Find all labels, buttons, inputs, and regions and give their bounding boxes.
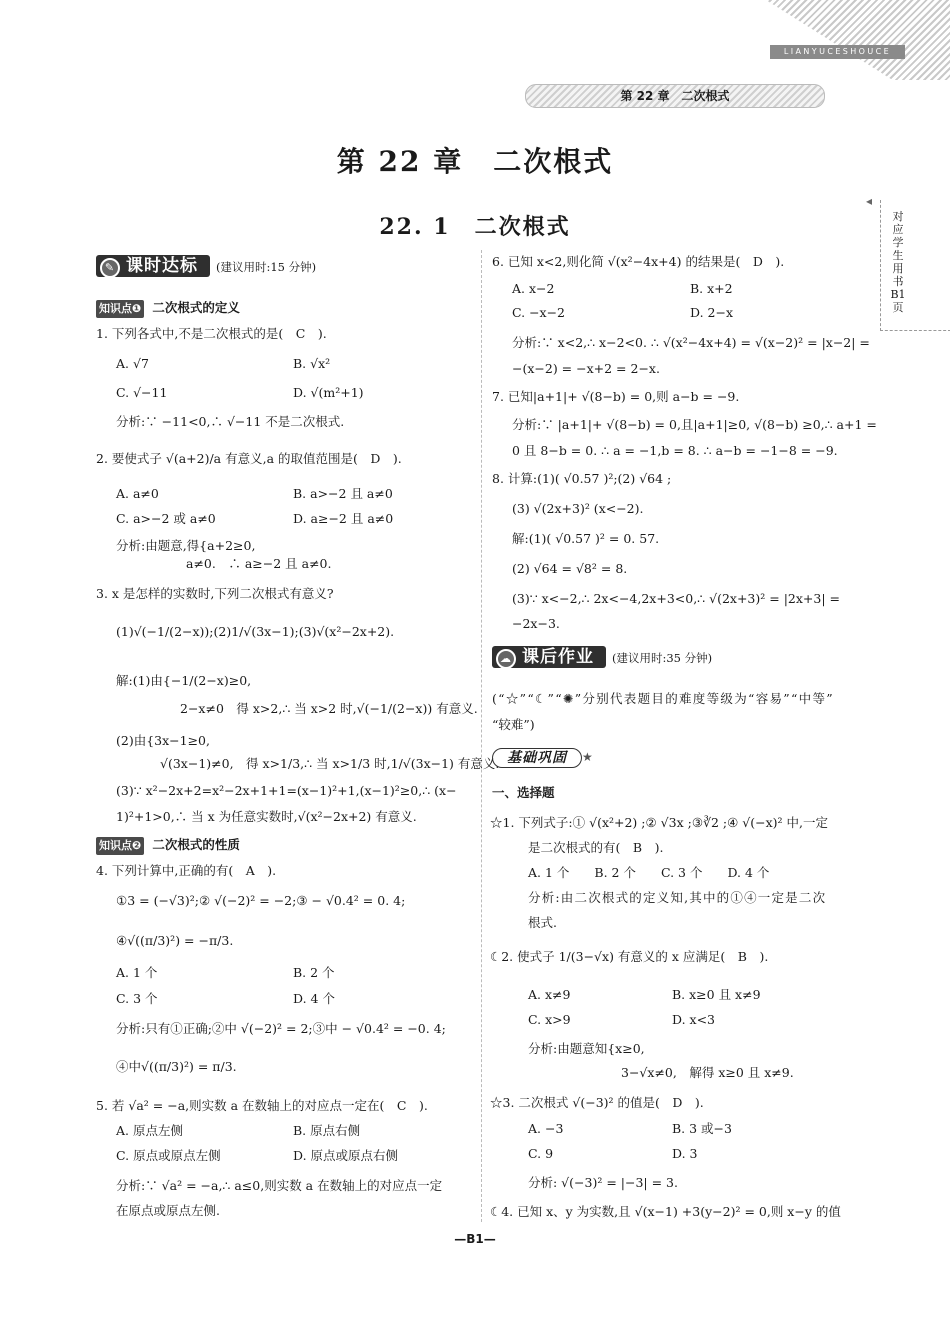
option-d: D. 2−x — [690, 305, 733, 320]
kp-title: 二次根式的性质 — [152, 837, 240, 852]
analysis-text: 分析:∵ x<2,∴ x−2<0. ∴ √(x²−4x+4) = √(x−2)² = |x−2| = — [512, 335, 870, 350]
question-text: ①3 = (−√3)²;② √(−2)² = −2;③ − √0.4² = 0. 4; — [116, 893, 406, 908]
analysis-text: 分析:由题意,得{a+2≥0, — [116, 538, 256, 553]
solution-text: (3)∵ x²−2x+2=x²−2x+1+1=(x−1)²+1,(x−1)²≥0,∴ (x− — [116, 783, 457, 798]
analysis-text: 根式. — [528, 915, 557, 930]
option-b: B. 原点右侧 — [293, 1123, 361, 1138]
subsection-label: 基础巩固 — [492, 748, 582, 768]
brand-label: LIANYUCESHOUCE — [770, 45, 905, 59]
option-b: B. 2 个 — [293, 965, 335, 980]
option-b: B. 3 或−3 — [672, 1121, 732, 1136]
analysis-text: 分析:∵ √a² = −a,∴ a≤0,则实数 a 在数轴上的对应点一定 — [116, 1178, 443, 1193]
option-c: C. x>9 — [528, 1012, 571, 1027]
chapter-pill: 第 22 章 二次根式 — [525, 84, 825, 108]
analysis-text: 3−√x≠0, 解得 x≥0 且 x≠9. — [621, 1065, 794, 1080]
question-row — [490, 1094, 704, 1112]
time-hint: (建议用时:15 分钟) — [216, 260, 317, 274]
cloud-icon: ☁ — [496, 649, 516, 669]
analysis-text: 在原点或原点左侧. — [116, 1203, 220, 1218]
question-text: 1. 下列各式中,不是二次根式的是( C ). — [96, 326, 327, 341]
time-hint: (建议用时:35 分钟) — [612, 651, 713, 665]
analysis-text: 分析:∵ |a+1|+ √(8−b) = 0,且|a+1|≥0, √(8−b) ≥0,∴ a+1 = — [512, 417, 877, 432]
question-row — [490, 1203, 841, 1221]
option-a: A. a≠0 — [116, 486, 159, 501]
question-text: 1. 下列式子:① √(x²+2) ;② √3x ;③∛2 ;④ √(−x)² 中,一定 — [502, 815, 829, 830]
side-note: 对应学生用书B1页 — [890, 210, 906, 314]
analysis-text: 分析:只有①正确;②中 √(−2)² = 2;③中 − √0.4² = −0. 4; — [116, 1021, 446, 1036]
star-icon: ☆ — [490, 815, 503, 830]
banner-label: 课时达标 — [126, 256, 198, 276]
wrench-icon: ✎ — [100, 258, 120, 278]
option-a: A. √7 — [116, 356, 149, 371]
solution-text: 解:(1)由{−1/(2−x)≥0, — [116, 673, 252, 688]
analysis-text: 分析:∵ −11<0,∴ √−11 不是二次根式. — [116, 414, 345, 429]
kp-title: 二次根式的定义 — [152, 300, 240, 315]
question-row — [490, 814, 828, 832]
section-title: 22. 1 二次根式 — [379, 214, 571, 240]
option-a: A. 原点左侧 — [116, 1123, 183, 1138]
analysis-text: 分析:由二次根式的定义知,其中的①④一定是二次 — [528, 890, 827, 905]
solution-text: (2) √64 = √8² = 8. — [512, 561, 628, 576]
option-a: A. x≠9 — [528, 987, 571, 1002]
question-text: 8. 计算:(1)( √0.57 )²;(2) √64 ; — [492, 471, 672, 486]
option-d: D. 原点或原点右侧 — [293, 1148, 399, 1163]
moon-icon: ☾ — [490, 1204, 502, 1219]
analysis-text: ④中√((π/3)²) = π/3. — [116, 1059, 237, 1074]
solution-text: −2x−3. — [512, 616, 560, 631]
option-c: C. −x−2 — [512, 305, 566, 320]
option-d: D. 3 — [672, 1146, 698, 1161]
solution-text: (2)由{3x−1≥0, — [116, 733, 210, 748]
question-text: ④√((π/3)²) = −π/3. — [116, 933, 234, 948]
question-text: 5. 若 √a² = −a,则实数 a 在数轴上的对应点一定在( C ). — [96, 1098, 428, 1113]
question-text: 6. 已知 x<2,则化简 √(x²−4x+4) 的结果是( D ). — [492, 254, 785, 269]
option-b: B. x+2 — [690, 281, 733, 296]
question-text: 是二次根式的有( B ). — [528, 840, 664, 855]
option-d: D. x<3 — [672, 1012, 715, 1027]
section-banner-row — [492, 646, 712, 668]
kp-label: 知识点❷ — [96, 837, 144, 855]
option-b: B. √x² — [293, 356, 331, 371]
option-a: A. −3 — [528, 1121, 564, 1136]
option-c: C. 原点或原点左侧 — [116, 1148, 221, 1163]
question-text: 2. 使式子 1/(3−√x) 有意义的 x 应满足( B ). — [501, 949, 769, 964]
question-text: 2. 要使式子 √(a+2)/a 有意义,a 的取值范围是( D ). — [96, 451, 402, 466]
option-c: C. 3 个 — [116, 991, 158, 1006]
solution-text: (3)∵ x<−2,∴ 2x<−4,2x+3<0,∴ √(2x+3)² = |2x+3| = — [512, 591, 840, 606]
option-d: D. √(m²+1) — [293, 385, 364, 400]
chapter-title: 第 22 章 二次根式 — [336, 145, 614, 178]
kp-label: 知识点❶ — [96, 300, 144, 318]
question-text: 4. 已知 x、y 为实数,且 √(x−1) +3(y−2)² = 0,则 x−y 的值 — [501, 1204, 841, 1219]
part-heading: 一、选择题 — [492, 785, 555, 800]
solution-text: √(3x−1)≠0, 得 x>1/3,∴ 当 x>1/3 时,1/√(3x−1) 有意义. — [160, 756, 500, 771]
option-c: C. 9 — [528, 1146, 554, 1161]
section-banner — [492, 646, 606, 668]
option-b: B. a>−2 且 a≠0 — [293, 486, 393, 501]
option-d: D. 4 个 — [293, 991, 335, 1006]
moon-icon: ☾ — [490, 949, 502, 964]
options-row: A. 1 个 B. 2 个 C. 3 个 D. 4 个 — [528, 865, 770, 880]
option-c: C. a>−2 或 a≠0 — [116, 511, 216, 526]
question-text: 3. 二次根式 √(−3)² 的值是( D ). — [502, 1095, 704, 1110]
question-text: (3) √(2x+3)² (x<−2). — [512, 501, 644, 516]
arrow-left-icon: ◂ — [866, 194, 873, 208]
solution-text: 1)²+1>0,∴ 当 x 为任意实数时,√(x²−2x+2) 有意义. — [116, 809, 417, 824]
solution-text: 解:(1)( √0.57 )² = 0. 57. — [512, 531, 660, 546]
question-text: 7. 已知|a+1|+ √(8−b) = 0,则 a−b = −9. — [492, 389, 740, 404]
analysis-text: −(x−2) = −x+2 = 2−x. — [512, 361, 660, 376]
question-text: 4. 下列计算中,正确的有( A ). — [96, 863, 277, 878]
difficulty-legend: “较难”) — [492, 717, 535, 732]
analysis-text: 分析:由题意知{x≥0, — [528, 1041, 645, 1056]
option-b: B. x≥0 且 x≠9 — [672, 987, 761, 1002]
banner-label: 课后作业 — [522, 647, 594, 667]
page-number: —B1— — [454, 1232, 496, 1246]
star-icon: ★ — [582, 750, 593, 764]
subquestions: (1)√(−1/(2−x));(2)1/√(3x−1);(3)√(x²−2x+2). — [116, 624, 395, 639]
subsection-badge — [492, 748, 593, 768]
difficulty-legend: (“☆”“☾”“✺”分别代表题目的难度等级为“容易”“中等” — [492, 691, 834, 706]
star-icon: ☆ — [490, 1095, 503, 1110]
analysis-text: 0 且 8−b = 0. ∴ a = −1,b = 8. ∴ a−b = −1−8 = −9. — [512, 443, 838, 458]
option-a: A. x−2 — [512, 281, 555, 296]
option-a: A. 1 个 — [116, 965, 158, 980]
question-text: 3. x 是怎样的实数时,下列二次根式有意义? — [96, 586, 334, 601]
solution-text: 2−x≠0 得 x>2,∴ 当 x>2 时,√(−1/(2−x)) 有意义. — [180, 701, 478, 716]
option-d: D. a≥−2 且 a≠0 — [293, 511, 394, 526]
option-c: C. √−11 — [116, 385, 168, 400]
question-row — [490, 948, 768, 966]
analysis-text: a≠0. ∴ a≥−2 且 a≠0. — [186, 556, 332, 571]
analysis-text: 分析: √(−3)² = |−3| = 3. — [528, 1175, 678, 1190]
